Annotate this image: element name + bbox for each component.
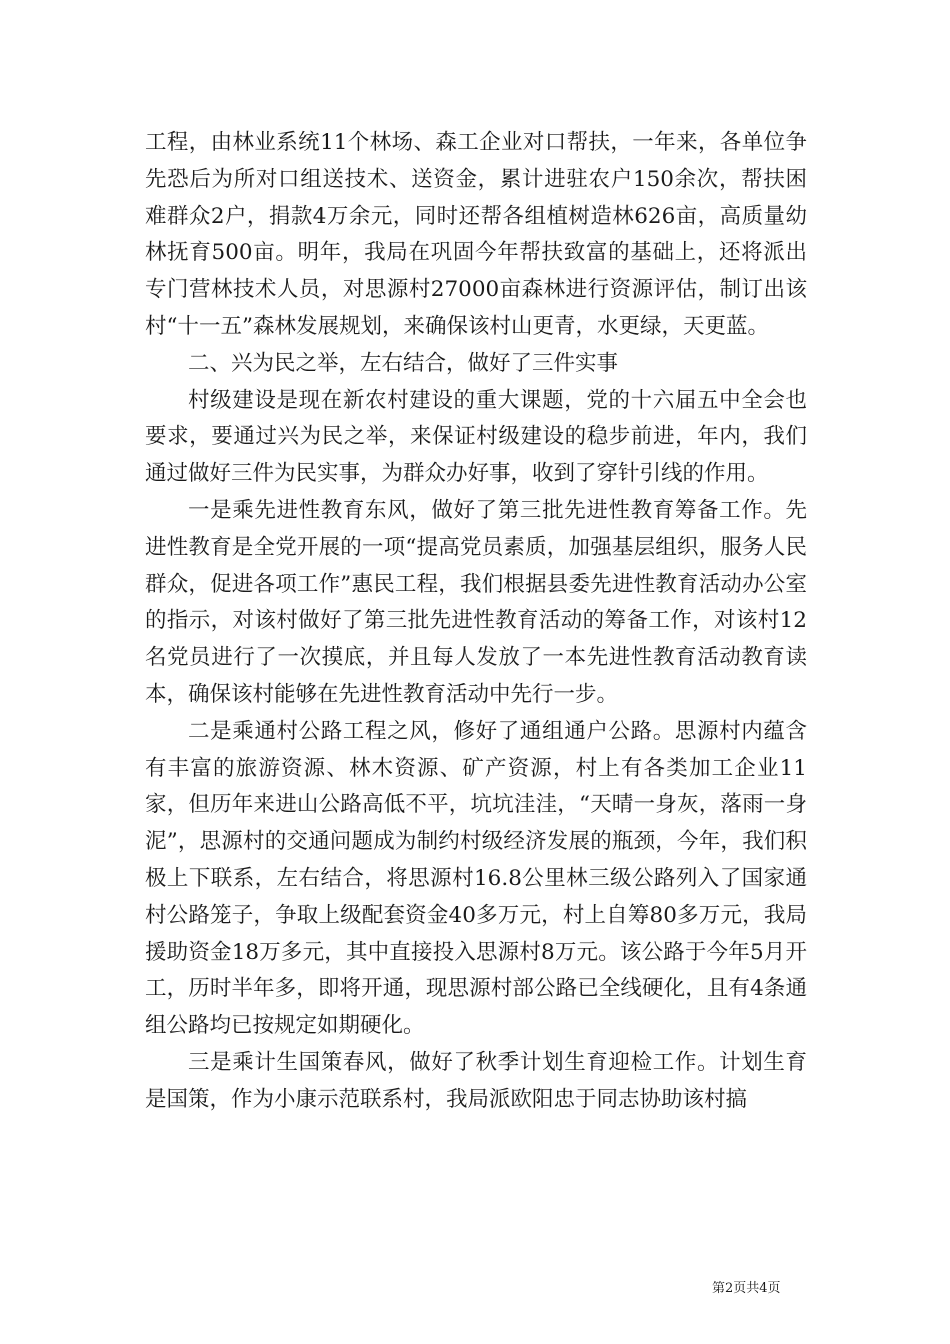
paragraph-village-construction: 村级建设是现在新农村建设的重大课题，党的十六届五中全会也要求，要通过兴为民之举，来保证村级建设的稳步前进，年内，我们通过做好三件为民实事，为群众办好事，收到了穿针引线的作用。 (145, 387, 807, 487)
section-heading-two: 二、兴为民之举，左右结合，做好了三件实事 (188, 350, 619, 376)
page-footer: 第2页共4页 (712, 1281, 781, 1296)
paragraph-family-planning: 三是乘计生国策春风，做好了秋季计划生育迎检工作。计划生育是国策，作为小康示范联系村，我局派欧阳忠于同志协助该村搞 (145, 1049, 807, 1112)
paragraph-forestry-aid: 工程，由林业系统11个林场、森工企业对口帮扶，一年来，各单位争先恐后为所对口组送技术、送资金，累计进驻农户150余次，帮扶困难群众2户，捐款4万余元，同时还帮各组植树造林626亩，高质量幼林抚育500亩。明年，我局在巩固今年帮扶致富的基础上，还将派出专门营林技术人员，对思源村27000亩森林进行资源评估，制订出该村“十一五”森林发展规划，来确保该村山更青，水更绿，天更蓝。 (145, 130, 807, 339)
body-text (145, 125, 807, 1119)
paragraph-advanced-education: 一是乘先进性教育东风，做好了第三批先进性教育筹备工作。先进性教育是全党开展的一项“提高党员素质，加强基层组织，服务人民群众，促进各项工作”惠民工程，我们根据县委先进性教育活动办公室的指示，对该村做好了第三批先进性教育活动的筹备工作，对该村12名党员进行了一次摸底，并且每人发放了一本先进性教育活动教育读本，确保该村能够在先进性教育活动中先行一步。 (145, 497, 807, 707)
paragraph-village-road: 二是乘通村公路工程之风，修好了通组通户公路。思源村内蕴含有丰富的旅游资源、林木资源、矿产资源，村上有各类加工企业11家，但历年来进山公路高低不平，坑坑洼洼，“天晴一身灰，落雨一身泥”，思源村的交通问题成为制约村级经济发展的瓶颈，今年，我们积极上下联系，左右结合，将思源村16.8公里林三级公路列入了国家通村公路笼子，争取上级配套资金40多万元，村上自筹80多万元，我局援助资金18万多元，其中直接投入思源村8万元。该公路于今年5月开工，历时半年多，即将开通，现思源村部公路已全线硬化，且有4条通组公路均已按规定如期硬化。 (145, 718, 808, 1039)
